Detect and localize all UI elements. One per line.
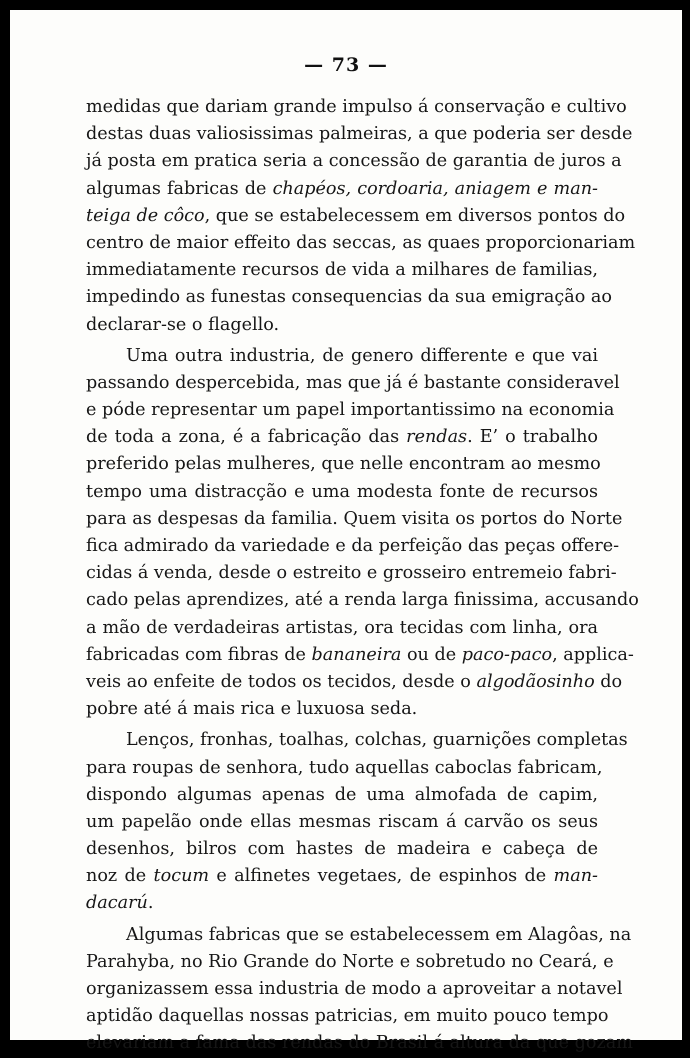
text-run: centro de maior effeito das seccas, as quaes proporcionariam — [86, 232, 636, 253]
text-run: . — [147, 893, 154, 914]
text-run: ou de — [401, 644, 462, 665]
text-run: do — [594, 671, 623, 692]
italic-term: chapéos, cordoaria, aniagem e man- — [272, 178, 598, 199]
italic-term: tocum — [153, 866, 210, 887]
text-run: impedindo as funestas consequencias da sua emigração ao — [86, 287, 612, 308]
text-line — [86, 587, 639, 614]
text-run: cado pelas aprendizes, até a renda larga finissima, accusando — [86, 590, 639, 611]
text-line — [86, 397, 615, 424]
text-run: Algumas fabricas que se estabelecessem em Alagôas, na — [126, 924, 632, 945]
text-line — [86, 506, 623, 533]
text-run: e póde representar um papel importantissimo na economia — [86, 400, 615, 421]
text-run: um papelão onde ellas mesmas riscam á carvão os seus — [86, 811, 598, 832]
text-run: a mão de verdadeiras artistas, ora tecidas com linha, ora — [86, 617, 598, 638]
text-run: passando despercebida, mas que já é bastante consideravel — [86, 372, 620, 393]
text-line — [86, 809, 598, 836]
text-line — [86, 94, 627, 121]
text-run: , applica- — [552, 644, 634, 665]
text-line — [86, 370, 620, 397]
italic-term: dacarú — [86, 893, 148, 914]
italic-term: rendas — [406, 427, 468, 448]
text-run: fica admirado da variedade e da perfeição das peças offere- — [86, 536, 620, 556]
text-run: desenhos, bilros com hastes de madeira e cabeça de — [86, 839, 598, 860]
text-run: preferido pelas mulheres, que nelle encontram ao mesmo — [86, 454, 601, 475]
italic-term: bananeira — [311, 644, 402, 665]
text-line — [86, 148, 622, 175]
text-run: veis ao enfeite de todos os tecidos, desde o — [86, 671, 477, 692]
text-run: Uma outra industria, de genero differente e que vai — [126, 345, 598, 366]
text-line — [86, 343, 598, 370]
text-line — [86, 755, 603, 782]
text-run: declarar-se o flagello. — [86, 314, 280, 335]
text-line — [86, 782, 598, 809]
text-run: immediatamente recursos de vida a milhares de familias, — [86, 260, 598, 281]
text-run: , que se estabelecessem em diversos pontos do — [204, 205, 626, 226]
text-line — [86, 836, 598, 863]
text-line — [86, 176, 598, 203]
text-line — [86, 890, 598, 917]
text-line — [86, 312, 598, 339]
text-line — [86, 203, 626, 230]
text-run: noz de — [86, 866, 154, 887]
italic-term: paco-paco — [461, 644, 553, 665]
text-line — [86, 669, 623, 696]
text-line — [86, 615, 598, 642]
page-number: — 73 — — [304, 54, 388, 76]
text-line — [86, 642, 634, 669]
text-line — [86, 922, 632, 949]
text-line — [86, 1003, 609, 1030]
text-run: Lenços, fronhas, toalhas, colchas, guarnições completas — [126, 730, 628, 751]
text-line — [86, 479, 598, 506]
text-line — [86, 284, 612, 311]
text-run: elevariam a fama das rendas do Brasil á altura da que gozam — [86, 1033, 633, 1054]
text-run: medidas que dariam grande impulso á conservação e cultivo — [86, 97, 627, 117]
text-line — [86, 1030, 633, 1057]
text-run: para as despesas da familia. Quem visita os portos do Norte — [86, 508, 623, 529]
text-run: organizassem essa industria de modo a aproveitar a notavel — [86, 979, 623, 999]
text-run: algumas fabricas de — [86, 178, 273, 199]
text-run: dispondo algumas apenas de uma almofada de capim, — [86, 784, 598, 805]
text-line — [86, 976, 623, 1003]
text-line — [86, 727, 628, 754]
text-line — [86, 533, 620, 560]
text-run: Parahyba, no Rio Grande do Norte e sobretudo no Ceará, e — [86, 951, 614, 972]
text-line — [86, 424, 598, 451]
text-run: tempo uma distracção e uma modesta fonte de recursos — [86, 481, 598, 502]
text-line — [86, 257, 598, 284]
text-line — [86, 560, 617, 587]
text-line — [86, 696, 598, 723]
text-run: de toda a zona, é a fabricação das — [86, 427, 407, 448]
book-page — [10, 10, 682, 1054]
italic-term: teiga de côco — [86, 205, 205, 226]
text-run: pobre até á mais rica e luxuosa seda. — [86, 699, 418, 720]
text-run: . E’ o trabalho — [467, 427, 598, 448]
text-run: fabricadas com fibras de — [86, 644, 312, 665]
text-line — [86, 121, 633, 148]
italic-term: algodãosinho — [476, 671, 595, 692]
text-run: já posta em pratica seria a concessão de garantia de juros a — [86, 151, 622, 172]
text-line — [86, 949, 614, 976]
text-run: aptidão daquellas nossas patricias, em muito pouco tempo — [86, 1006, 609, 1027]
text-line — [86, 451, 601, 478]
body-text — [86, 94, 639, 1058]
text-line — [86, 863, 598, 890]
text-run: e alfinetes vegetaes, de espinhos de — [209, 866, 554, 887]
text-run: destas duas valiosissimas palmeiras, a que poderia ser desde — [86, 124, 633, 145]
text-run: cidas á venda, desde o estreito e grosseiro entremeio fabri- — [86, 563, 617, 584]
text-line — [86, 230, 636, 257]
italic-term: man- — [553, 866, 598, 887]
text-run: para roupas de senhora, tudo aquellas caboclas fabricam, — [86, 757, 603, 778]
